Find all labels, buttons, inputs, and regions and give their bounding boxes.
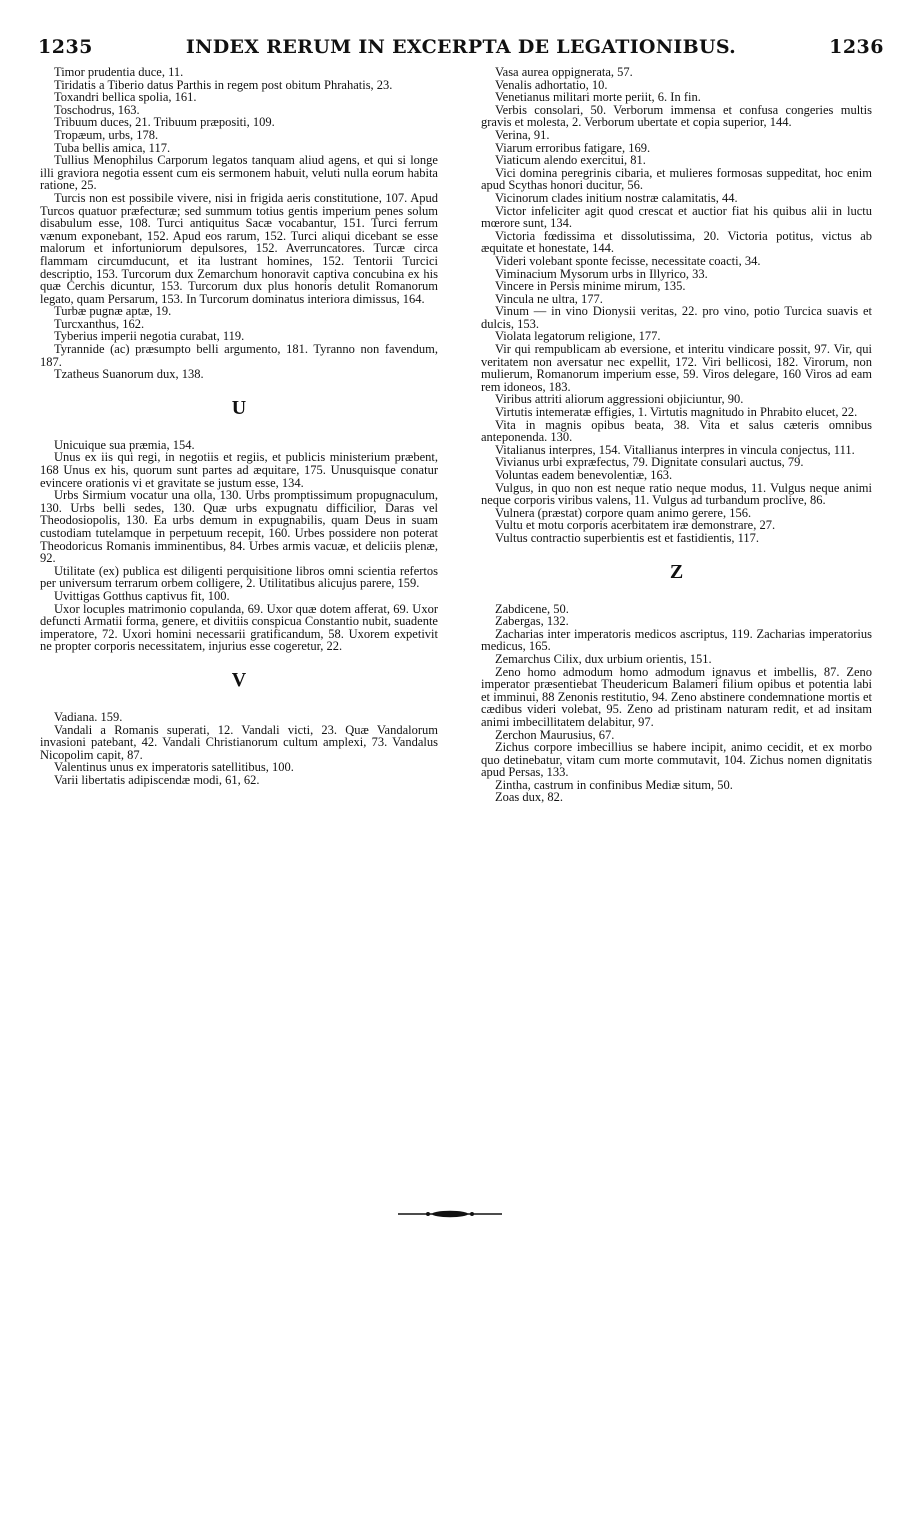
index-entry: Zichus corpore imbecillius se habere incipit, animo cecidit, et ex morbo quo detinebatur, vitam cum morte commutavit, 104. Zichus nomen dignitatis apud Persas, 133. [481,740,872,780]
section-letter-u: U [231,396,247,419]
index-entry: Tribuum duces, 21. Tribuum præpositi, 109. [54,115,275,130]
index-entry: Vincula ne ultra, 177. [495,291,603,306]
index-entry: Vitalianus interpres, 154. Vitallianus interpres in vincula conjectus, 111. [495,442,855,457]
index-entry: Toxandri bellica spolia, 161. [54,90,197,105]
index-entry: Tyrannide (ac) præsumpto belli argumento, 181. Tyranno non favendum, 187. [40,342,438,369]
index-entry: Vinum — in vino Dionysii veritas, 22. pro vino, potio Turcica suavis et dulcis, 153. [481,304,872,331]
index-entry: Zintha, castrum in confinibus Mediæ situm, 50. [495,777,733,792]
index-entry: Tropæum, urbs, 178. [54,127,159,142]
index-entry: Zerchon Maurusius, 67. [495,727,615,742]
entries-v-continued [481,66,872,545]
page-title: INDEX RERUM IN EXCERPTA DE LEGATIONIBUS. [185,36,737,58]
index-entry: Uvittigas Gotthus captivus fit, 100. [54,588,230,603]
index-entry: Vulnera (præstat) corpore quam animo gerere, 156. [495,505,752,520]
index-entry: Turcxanthus, 162. [54,316,145,331]
section-letter-z: Z [669,560,684,583]
index-entry: Vadiana. 159. [54,709,123,724]
index-entry: Vasa aurea oppignerata, 57. [495,65,633,79]
index-entry: Venetianus militari morte periit, 6. In fin. [495,90,701,105]
section-letter-v: V [231,668,247,691]
index-entry: Zemarchus Cilix, dux urbium orientis, 151. [495,651,712,666]
index-entry: Voluntas eadem benevolentiæ, 163. [495,468,673,482]
index-entry: Verina, 91. [495,127,550,142]
index-entry: Vicinorum clades initium nostræ calamitatis, 44. [495,190,738,205]
index-entry: Violata legatorum religione, 177. [495,329,661,344]
index-entry: Vivianus urbi expræfectus, 79. Dignitate consulari auctus, 79. [495,455,804,470]
index-entry: Vir qui rempublicam ab eversione, et interitu vindicare possit, 97. Vir, qui veritatem non aversatur nec expellit, 172. Viri bellicosi, 182. Virorum, non mulierum, Romanorum imperium esse, 59. Viros delegare, 160 Viros ad eam rem idoneos, 183. [481,342,872,394]
index-entry: Tullius Menophilus Carporum legatos tanquam aliud agens, et qui si longe illi graviora negotia essent cum eis sermonem habuit, veluti nulla eorum habita ratione, 25. [40,153,438,193]
right-column [481,66,872,804]
index-entry: Venalis adhortatio, 10. [495,77,608,92]
index-entry: Viaticum alendo exercitui, 81. [495,153,646,168]
index-entry: Victoria fœdissima et dissolutissima, 20. Victoria potitus, victus ab æquitate et honestate, 144. [481,228,872,256]
index-entry: Zacharias inter imperatoris medicos ascriptus, 119. Zacharias imperatorius medicus, 165. [481,626,872,654]
entries-v [40,711,438,787]
entries-t [40,66,438,381]
index-entry: Unus ex iis qui regi, in negotiis et regiis, et publicis ministerium præbent, 168 Unus ex his, quorum sunt partes ad æquitare, 175. Unusquisque conatur evincere orationis vi et gravitate se justum esse, 134. [40,450,438,490]
index-entry: Virtutis intemeratæ effigies, 1. Virtutis magnitudo in Phrabito elucet, 22. [495,405,858,420]
end-ornament [398,1208,502,1220]
index-entry: Varii libertatis adipiscendæ modi, 61, 62. [54,772,260,787]
index-entry: Viribus attriti aliorum aggressioni objiciuntur, 90. [495,392,744,407]
index-entry: Videri volebant sponte fecisse, necessitate coacti, 34. [495,253,761,268]
index-entry: Urbs Sirmium vocatur una olla, 130. Urbs promptissimum propugnaculum, 130. Urbs belli sedes, 130. Quæ urbs expugnatu difficilior, Daras vel Theodosiopolis, 130. Ea urbs demum in expugnabilis, quam Deus in suam custodiam tutelamque in perpetuum recepit, 160. Urbes possidere non poterat Theodoricus Romanis imminentibus, 84. Urbes armis vacuæ, et deliciis plenæ, 92. [40,488,438,566]
index-entry: Vandali a Romanis superati, 12. Vandali victi, 23. Quæ Vandalorum invasioni patebant, 42. Vandali Christianorum cultum amplexi, 73. Vandalus Nicopolim capit, 87. [40,722,438,762]
index-entry: Viminacium Mysorum urbs in Illyrico, 33. [495,266,708,281]
index-entry: Uxor locuples matrimonio copulanda, 69. Uxor quæ dotem afferat, 69. Uxor defuncti Armatii forma, genere, et divitiis conspicua Constantio nubit, suadente imperatore, 72. Uxori homini necessarii gratificandum, 58. Uxorem expetivit ne propter corporis necessitatem, injurius esse cogeretur, 22. [40,601,438,654]
index-entry: Vincere in Persis minime mirum, 135. [495,279,686,294]
index-entry: Utilitate (ex) publica est diligenti perquisitione libros omni scientia refertos per universum terrarum orbem colligere, 2. Utilitatibus alicujus parere, 159. [40,563,438,591]
left-page-number: 1235 [38,36,93,58]
index-entry: Turbæ pugnæ aptæ, 19. [54,304,172,319]
running-header [38,36,884,60]
index-entry: Vultu et motu corporis acerbitatem iræ demonstrare, 27. [495,518,776,533]
index-entry: Victor infeliciter agit quod crescat et auctior fiat his quibus alii in luctu mœrore sunt, 134. [481,203,872,231]
left-column [40,66,438,787]
index-entry: Valentinus unus ex imperatoris satellitibus, 100. [54,760,294,775]
index-entry: Tiridatis a Tiberio datus Parthis in regem post obitum Phrahatis, 23. [54,77,393,92]
index-entry: Zabergas, 132. [495,614,569,629]
entries-z [481,603,872,805]
index-entry: Vulgus, in quo non est neque ratio neque modus, 11. Vulgus neque animi neque corporis viribus valens, 11. Vulgus ad turbandum proclive, 86. [481,480,872,508]
index-entry: Zeno homo admodum homo admodum ignavus et imbellis, 87. Zeno imperator præsentiebat Theudericum Balameri filium opibus et potentia labi et imminui, 88 Zenonis restitutio, 94. Zeno abstinere condemnatione mortis et cædibus videri volebat, 95. Zeno ad pristinam naturam redit, et ad insitam animi imbecillitatem delabitur, 97. [481,664,872,729]
index-entry: Tzatheus Suanorum dux, 138. [54,367,204,382]
right-page-number: 1236 [829,36,884,58]
index-entry: Zabdicene, 50. [495,601,569,616]
index-entry: Unicuique sua præmia, 154. [54,437,195,452]
index-entry: Zoas dux, 82. [495,790,564,805]
index-entry: Vici domina peregrinis cibaria, et mulieres formosas suppeditat, hoc enim apud Scythas honori ducitur, 56. [481,165,872,193]
index-entry: Toschodrus, 163. [54,102,140,117]
index-entry: Verbis consolari, 50. Verborum immensa et confusa congeries multis gravis et molesta, 2. Verborum ubertate et copia superior, 144. [481,102,872,130]
index-entry: Viarum erroribus fatigare, 169. [495,140,651,155]
index-entry: Timor prudentia duce, 11. [54,65,184,79]
index-entry: Turcis non est possibile vivere, nisi in frigida aeris constitutione, 107. Apud Turcos quatuor præfecturæ; sed summum totius gentis imperium penes solum disabulum esse, 108. Turci antiquitus Sacæ vocabantur, 151. Turci ferrum vænum exponebant, 152. Apud eos rarum, 152. Turci aliqui dicebant se esse malorum et infortuniorum depulsores, 152. Averruncatores. Turcæ circa flammam circumducunt, et ita lustrant homines, 152. Tentorii Turcici descriptio, 153. Turcorum dux Zemarchum honoravit captiva concubina ex his quæ Cerchis dicuntur, 153. Turcorum dux plus honoris detulit Romanorum legato, quam Persarum, 153. In Turcorum dominatus interiora dimissus, 164. [40,190,438,306]
index-entry: Vita in magnis opibus beata, 38. Vita et salus cæteris omnibus anteponenda. 130. [481,417,872,445]
index-entry: Tuba bellis amica, 117. [54,140,171,155]
index-entry: Tyberius imperii negotia curabat, 119. [54,329,245,344]
entries-u [40,439,438,653]
index-entry: Vultus contractio superbientis est et fastidientis, 117. [495,530,760,545]
